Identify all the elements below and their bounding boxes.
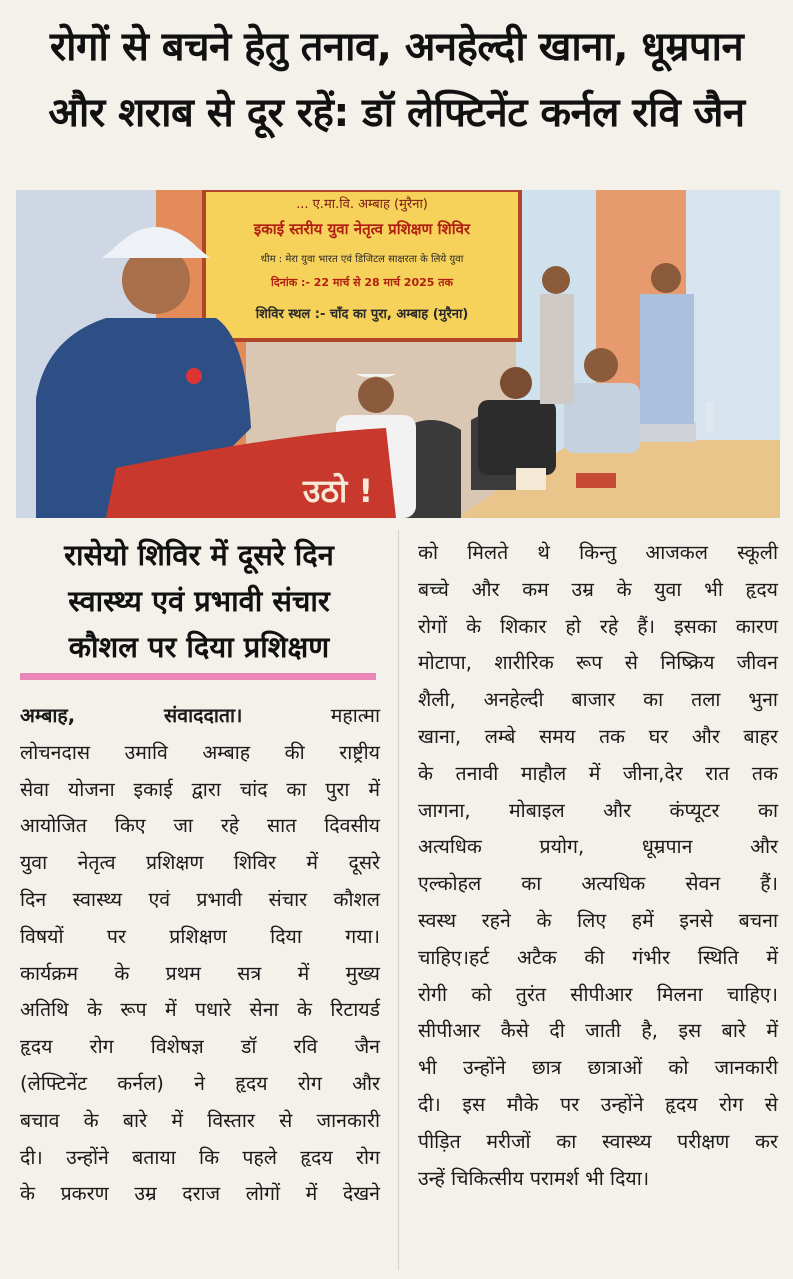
seated-person-head <box>500 367 532 399</box>
article-line: विषयों पर प्रशिक्षण दिया गया। <box>20 924 380 948</box>
article-line: बच्चे और कम उम्र के युवा भी हृदय <box>418 577 778 601</box>
article-line: चाहिए।हर्ट अटैक की गंभीर स्थिति में <box>418 945 778 969</box>
article-line: उन्हें चिकित्सीय परामर्श भी दिया। <box>418 1166 650 1190</box>
article-line: को मिलते थे किन्तु आजकल स्कूली <box>418 541 778 564</box>
boxes <box>516 468 546 490</box>
article-line: सीपीआर कैसे दी जाती है, इस बारे में <box>418 1019 778 1043</box>
seated-person-body <box>478 400 556 475</box>
article-line: आयोजित किए जा रहे सात दिवसीय <box>20 814 380 838</box>
article-line: लोचनदास उमावि अम्बाह की राष्ट्रीय <box>20 740 380 764</box>
article-line: खाना, लम्बे समय तक घर और बाहर <box>418 724 778 748</box>
badge-icon <box>186 368 202 384</box>
article-line: भी उन्होंने छात्र छात्राओं को जानकारी <box>418 1056 778 1080</box>
standing-person-head <box>651 263 681 293</box>
subheadline-line-1: रासेयो शिविर में दूसरे दिन <box>64 538 334 572</box>
article-line: के प्रकरण उम्र दराज लोगों में देखने <box>20 1182 380 1206</box>
article-line: रोगी को तुरंत सीपीआर मिलना चाहिए। <box>418 982 778 1006</box>
article-line: अम्बाह, संवाददाता। महात्मा <box>20 704 380 727</box>
divider <box>20 673 376 680</box>
article-line: पीड़ित मरीजों का स्वास्थ्य परीक्षण कर <box>418 1129 778 1153</box>
banner-date: दिनांक :- 22 मार्च से 28 मार्च 2025 तक <box>271 276 453 289</box>
article-line: एल्कोहल का अत्यधिक सेवन हैं। <box>418 872 778 896</box>
article-line: (लेफ्टिनेंट कर्नल) ने हृदय रोग और <box>20 1071 380 1095</box>
seated-person-head <box>584 348 618 382</box>
article-line: दी। इस मौके पर उन्होंने हृदय रोग से <box>418 1092 778 1116</box>
water-bottle <box>706 402 714 432</box>
seated-person-body <box>564 383 640 453</box>
article-line: अत्यधिक प्रयोग, धूम्रपान और <box>418 835 778 859</box>
seated-person-head <box>358 377 394 413</box>
article-line: शैली, अनहेल्दी बाजार का तला भुना <box>418 688 778 712</box>
headline-line-1: रोगों से बचने हेतु तनाव, अनहेल्दी खाना, धूम्रपान <box>49 24 744 70</box>
banner-top: ... ए.मा.वि. अम्बाह (मुरैना) <box>296 197 428 212</box>
subheadline-line-3: कौशल पर दिया प्रशिक्षण <box>68 630 330 664</box>
article-line: अतिथि के रूप में पधारे सेना के रिटायर्ड <box>20 998 380 1022</box>
standing-person-body <box>640 294 694 424</box>
subheadline-line-2: स्वास्थ्य एवं प्रभावी संचार <box>68 584 330 618</box>
article-column-right <box>418 535 778 1197</box>
boxes <box>576 473 616 488</box>
article-line: बचाव के बारे में विस्तार से जानकारी <box>20 1108 380 1132</box>
news-photo <box>16 190 780 518</box>
article-line: जागना, मोबाइल और कंप्यूटर का <box>418 798 778 822</box>
headline-line-2: और शराब से दूर रहें: डॉ लेफ्टिनेंट कर्नल रवि जैन <box>48 90 745 136</box>
subheadline <box>18 532 380 670</box>
banner-theme: थीम : मेरा युवा भारत एवं डिजिटल साक्षरता के लिये युवा <box>260 254 464 265</box>
article-line: मोटापा, शारीरिक रूप से निष्क्रिय जीवन <box>418 651 778 675</box>
banner-title: इकाई स्तरीय युवा नेतृत्व प्रशिक्षण शिविर <box>253 220 471 238</box>
article-column-left <box>20 698 380 1213</box>
standing-person-body <box>540 294 574 404</box>
article-line: के तनावी माहौल में जीना,देर रात तक <box>418 761 778 785</box>
article-line: स्वस्थ रहने के लिए हमें इनसे बचना <box>418 908 778 932</box>
article-line: दी। उन्होंने बताया कि पहले हृदय रोग <box>20 1145 380 1169</box>
article-line: हृदय रोग विशेषज्ञ डॉ रवि जैन <box>20 1035 380 1059</box>
headline <box>10 14 783 146</box>
article-line: सेवा योजना इकाई द्वारा चांद का पुरा में <box>20 777 380 801</box>
banner-venue: शिविर स्थल :- चाँद का पुरा, अम्बाह (मुरैना) <box>255 307 469 322</box>
podium-text: उठो ! <box>302 472 374 510</box>
column-divider <box>398 530 399 1270</box>
dateline: अम्बाह, संवाददाता। <box>20 704 243 727</box>
article-line: दिन स्वास्थ्य एवं प्रभावी संचार कौशल <box>20 887 380 911</box>
article-line: कार्यक्रम के प्रथम सत्र में मुख्य <box>20 961 380 985</box>
article-line: युवा नेतृत्व प्रशिक्षण शिविर में दूसरे <box>20 851 380 875</box>
article-line: रोगों के शिकार हो रहे हैं। इसका कारण <box>418 614 778 638</box>
standing-person-head <box>542 266 570 294</box>
